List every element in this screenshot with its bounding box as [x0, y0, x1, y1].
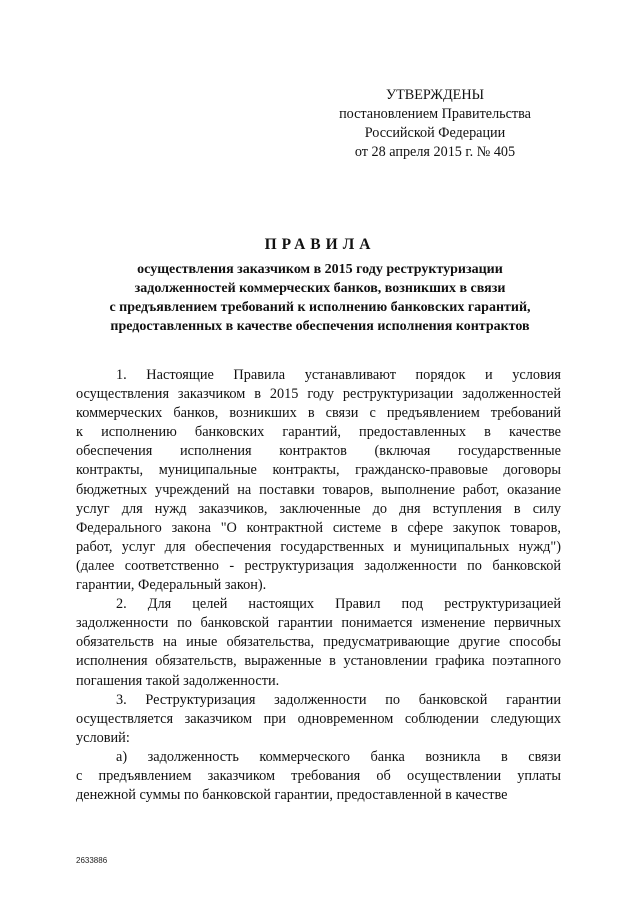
document-code: 2633886 [76, 856, 108, 865]
paragraph-4 [76, 748, 561, 805]
approval-heading: УТВЕРЖДЕНЫ [386, 87, 484, 103]
subtitle-line: осуществления заказчиком в 2015 году реструктуризации [137, 262, 503, 277]
paragraph-line: денежной суммы по банковской гарантии, предоставленной в качестве [76, 787, 508, 804]
paragraph-line: коммерческих банков, возникших в связи с предъявлением требований [76, 405, 561, 422]
approval-stamp [330, 86, 540, 162]
paragraph-line: 3. Реструктуризация задолженности по банковской гарантии [116, 691, 561, 708]
paragraph-line: услуг для нужд заказчиков, заключенные до дня вступления в силу [76, 500, 561, 517]
document-body [76, 366, 561, 805]
subtitle-line: предоставленных в качестве обеспечения исполнения контрактов [110, 319, 530, 334]
paragraph-line: 1. Настоящие Правила устанавливают порядок и условия [116, 367, 561, 383]
subtitle-line: задолженностей коммерческих банков, возникших в связи [134, 281, 506, 296]
paragraph-line: 2. Для целей настоящих Правил под реструктуризацией [116, 596, 561, 613]
paragraph-line: (далее соответственно - реструктуризация задолженности по банковской [76, 557, 561, 574]
paragraph-line: осуществления заказчиком в 2015 году реструктуризации задолженностей [76, 386, 561, 403]
paragraph-line: исполнения обязательств, выраженные в установлении графика поэтапного [76, 653, 561, 670]
approval-date: от 28 апреля 2015 г. № 405 [354, 144, 516, 160]
paragraph-line: обязательств на иные обязательства, предусматривающие другие способы [76, 634, 561, 651]
document-subtitle [60, 260, 580, 336]
paragraph-line: гарантии, Федеральный закон). [76, 577, 267, 594]
approval-line: Российской Федерации [364, 125, 506, 141]
paragraph-line: Федерального закона "О контрактной системе в сфере закупок товаров, [76, 519, 561, 536]
paragraph-line: бюджетных учреждений на поставки товаров, выполнение работ, оказание [76, 481, 561, 498]
paragraph-line: обеспечения исполнения контрактов (включая государственные [76, 443, 561, 460]
subtitle-line: с предъявлением требований к исполнению банковских гарантий, [109, 300, 531, 315]
paragraph-2 [76, 595, 561, 690]
paragraph-line: задолженности по банковской гарантии понимается изменение первичных [76, 615, 561, 632]
paragraph-line: погашения такой задолженности. [76, 672, 280, 689]
paragraph-line: а) задолженность коммерческого банка возникла в связи [116, 748, 561, 765]
paragraph-line: с предъявлением заказчиком требования об осуществлении уплаты [76, 767, 561, 784]
paragraph-line: к исполнению банковских гарантий, предоставленных в качестве [76, 424, 561, 441]
approval-line: постановлением Правительства [339, 106, 531, 122]
paragraph-line: контракты, муниципальные контракты, гражданско-правовые договоры [76, 462, 561, 479]
document-title: ПРАВИЛА [264, 236, 376, 253]
paragraph-3 [76, 691, 561, 748]
paragraph-1 [76, 366, 561, 595]
paragraph-line: осуществляется заказчиком при одновременном соблюдении следующих [76, 710, 561, 727]
paragraph-line: работ, услуг для обеспечения государственных и муниципальных нужд") [76, 538, 561, 555]
paragraph-line: условий: [76, 729, 130, 746]
